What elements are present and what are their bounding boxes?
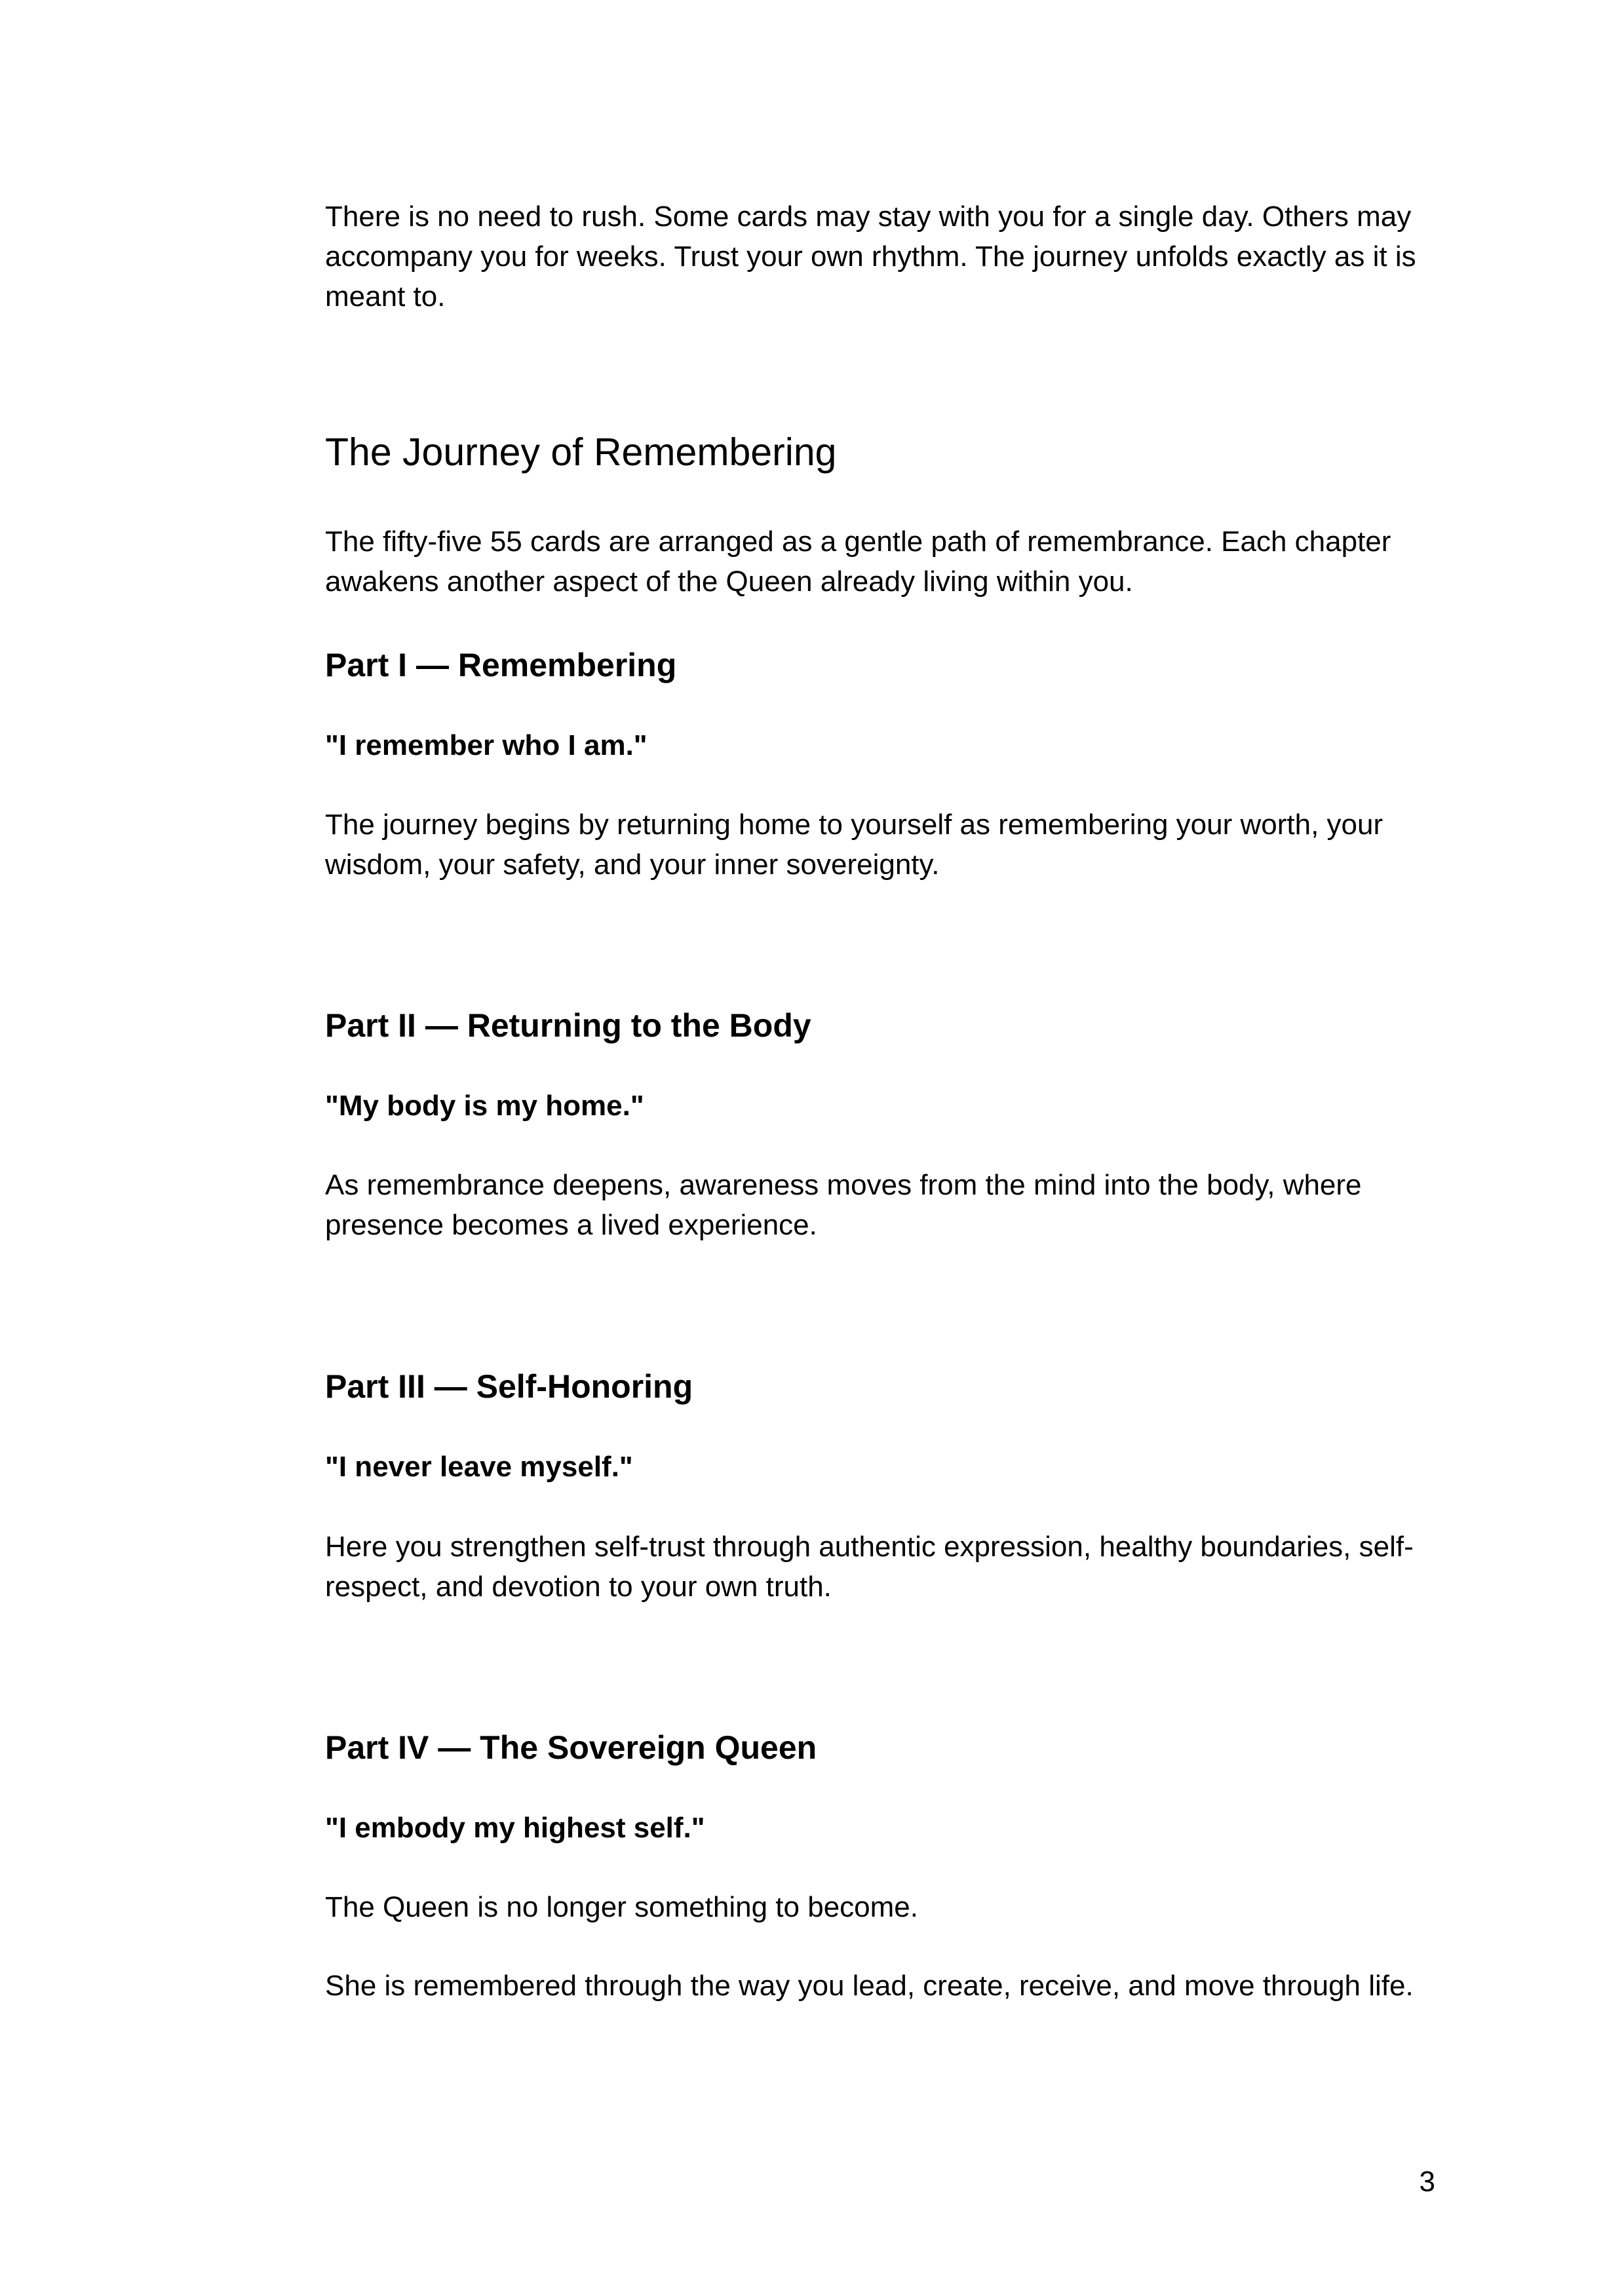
part-paragraph: She is remembered through the way you lead, create, receive, and move through life. (325, 1970, 1414, 2002)
section-paragraph: The fifty-five 55 cards are arranged as a gentle path of remembrance. Each chapter awakens another aspect of the Queen already living within you. (325, 526, 1391, 598)
section-title: The Journey of Remembering (325, 430, 837, 474)
part-4-block (325, 1725, 1439, 1770)
part-2-quote-block (325, 1086, 1439, 1126)
part-title: Part I — Remembering (325, 647, 677, 683)
part-paragraph: The Queen is no longer something to become. (325, 1891, 918, 1923)
part-3-body-block (325, 1527, 1439, 1607)
part-quote: "I remember who I am." (325, 729, 648, 761)
part-title: Part II — Returning to the Body (325, 1007, 811, 1044)
part-4-quote-block (325, 1808, 1439, 1848)
part-4-body-block-2 (325, 1966, 1439, 2006)
part-1-block (325, 642, 1439, 688)
part-3-block (325, 1364, 1439, 1409)
part-paragraph: Here you strengthen self-trust through authentic expression, healthy boundaries, self-respect, and devotion to your own truth. (325, 1531, 1414, 1603)
section-intro-block (325, 522, 1439, 602)
page-number: 3 (1419, 2166, 1435, 2198)
part-quote: "I embody my highest self." (325, 1812, 705, 1844)
intro-block (325, 197, 1439, 316)
part-1-body-block (325, 805, 1439, 885)
part-2-body-block (325, 1165, 1439, 1245)
part-2-block (325, 1003, 1439, 1048)
part-4-body-block-1 (325, 1887, 1439, 1927)
part-quote: "I never leave myself." (325, 1451, 633, 1483)
part-title: Part IV — The Sovereign Queen (325, 1729, 817, 1766)
part-title: Part III — Self-Honoring (325, 1368, 693, 1405)
part-paragraph: The journey begins by returning home to yourself as remembering your worth, your wisdom, your safety, and your inner sovereignty. (325, 809, 1383, 881)
part-quote: "My body is my home." (325, 1090, 644, 1122)
part-paragraph: As remembrance deepens, awareness moves from the mind into the body, where presence becomes a lived experience. (325, 1169, 1362, 1241)
section-block (325, 426, 1439, 478)
intro-paragraph: There is no need to rush. Some cards may stay with you for a single day. Others may accompany you for weeks. Trust your own rhythm. The journey unfolds exactly as it is meant to. (325, 201, 1416, 313)
part-3-quote-block (325, 1447, 1439, 1487)
part-1-quote-block (325, 726, 1439, 765)
